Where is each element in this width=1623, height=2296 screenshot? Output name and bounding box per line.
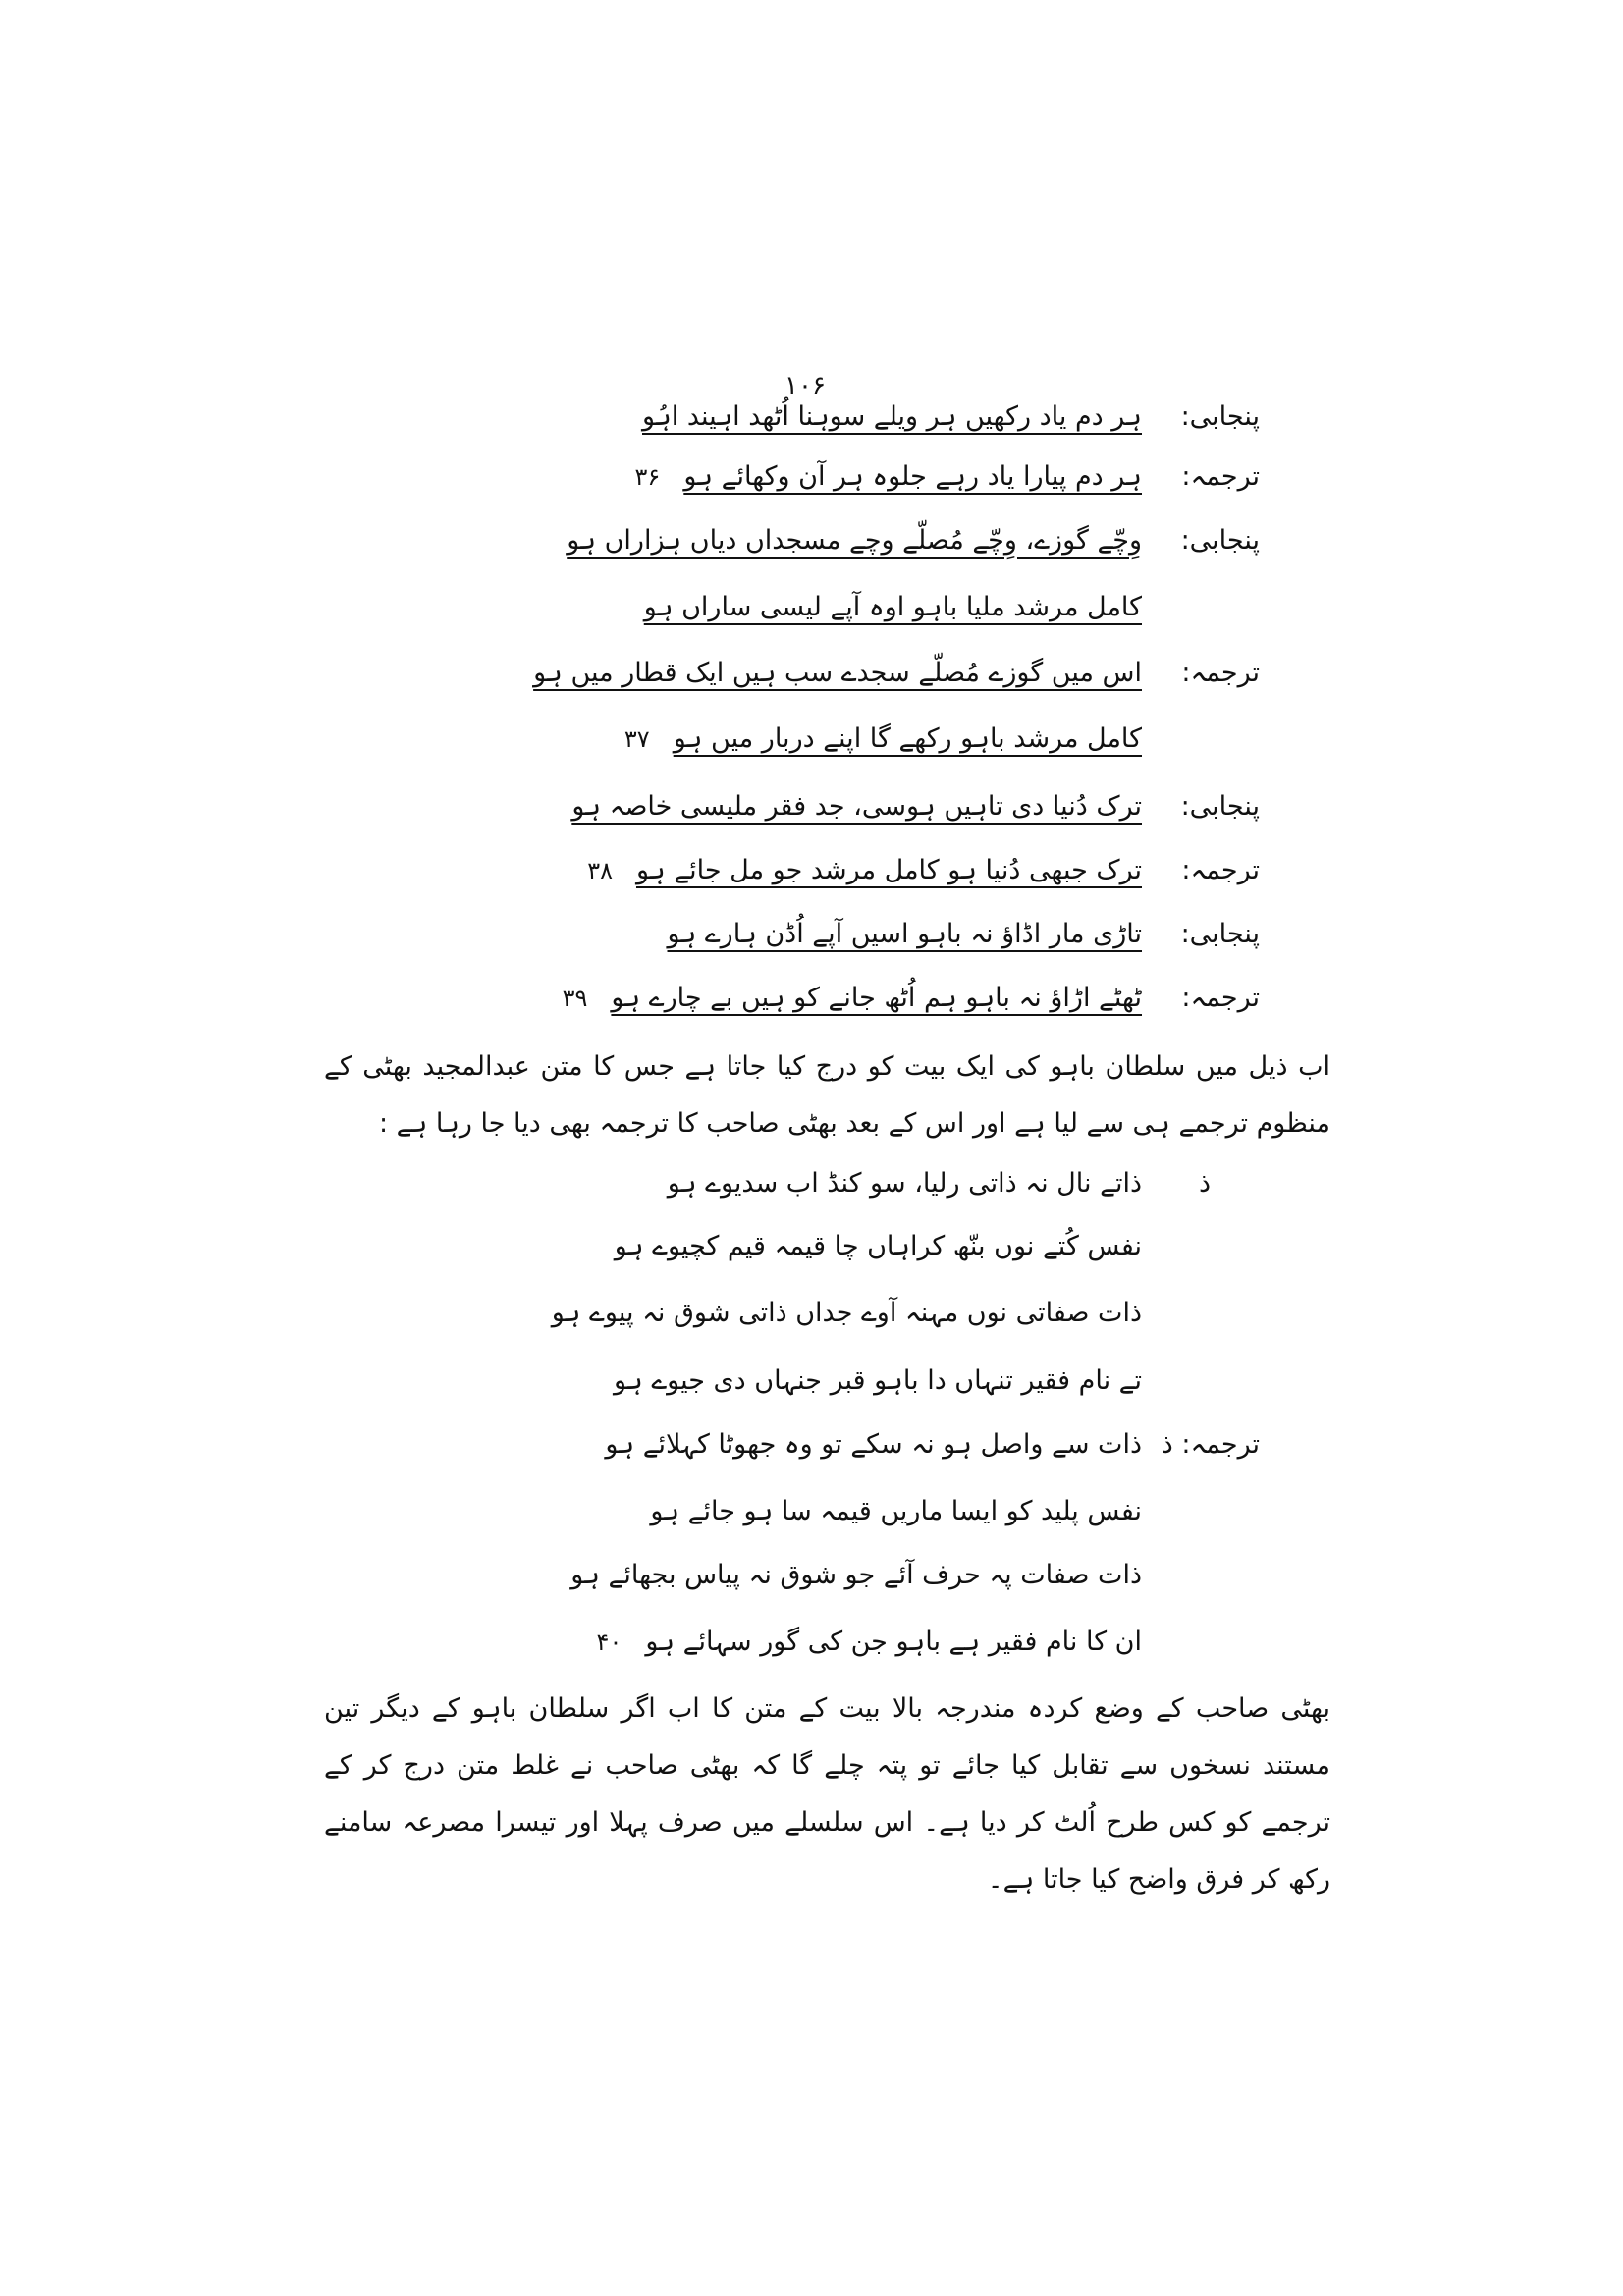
translation-line-text	[597, 1613, 1142, 1672]
verse-text	[644, 905, 1142, 964]
closing-paragraph-text: بھٹی صاحب کے وضع کردہ مندرجہ بالا بیت کے متن کا اب اگر سلطان باہو کے دیگر تین مستند نسخوں سے تقابل کیا جائے تو پتہ چلے گا کہ بھٹی صاحب نے غلط متن درج کر کے ترجمے کو کس طرح اُلٹ کر دیا ہے۔ اس سلسلے میں صرف پہلا اور تیسرا مصرعہ سامنے رکھ کر فرق واضح کیا جاتا ہے۔	[324, 1693, 1330, 1895]
line-label: ترجمہ:	[1181, 461, 1260, 492]
verse-line	[0, 644, 1623, 703]
line-label: پنجابی:	[1180, 791, 1260, 822]
line-label: پنجابی:	[1180, 525, 1260, 556]
verse-line	[0, 710, 1623, 769]
line-label: پنجابی:	[1180, 919, 1260, 949]
verse-line	[0, 578, 1623, 637]
verse-reference: ۳۸	[587, 857, 613, 884]
verse-text-content: تاڑی مار اڈاؤ نہ باہو اسیں آپے اُڈن ہارے ہو	[667, 919, 1142, 949]
translation-line	[0, 1613, 1623, 1672]
translation-line-text: ذات سے واصل ہو نہ سکے تو وہ جھوٹا کہلائے ہو	[605, 1429, 1142, 1460]
verse-reference: ۳۹	[562, 985, 588, 1012]
poem-line-text: تے نام فقیر تنہاں دا باہو قبر جنہاں دی جیوے ہو	[614, 1365, 1142, 1396]
translation-line	[0, 1482, 1623, 1541]
verse-text-content: اس میں گوزے مُصلّے سجدے سب ہیں ایک قطار میں ہو	[533, 658, 1142, 688]
translation-line	[0, 1546, 1623, 1605]
line-label: ترجمہ:	[1181, 855, 1260, 885]
line-label: پنجابی:	[1180, 401, 1260, 432]
intro-paragraph-text: اب ذیل میں سلطان باہو کی ایک بیت کو درج کیا جاتا ہے جس کا متن عبدالمجید بھٹی کے منظوم ترجمے ہی سے لیا ہے اور اس کے بعد بھٹی صاحب کا ترجمہ بھی دیا جا رہا ہے :	[324, 1051, 1330, 1139]
verse-text-content: ترک دُنیا دی تاہیں ہوسی، جد فقر ملیسی خاصہ ہو	[571, 791, 1142, 822]
verse-text-content: وِچّے گوزے، وِچّے مُصلّے وچے مسجداں دیاں ہزاراں ہو	[567, 525, 1142, 556]
verse-text-content: ترک جبھی دُنیا ہو کامل مرشد جو مل جائے ہو	[635, 855, 1142, 885]
verse-line	[0, 969, 1623, 1028]
verse-text-content: کامل مرشد ملیا باہو اوہ آپے لیسی ساراں ہو	[643, 592, 1142, 622]
poem-line-text: ذات صفاتی نوں مہنہ آوے جداں ذاتی شوق نہ پیوے ہو	[551, 1298, 1142, 1328]
verse-text	[548, 777, 1142, 836]
verse-reference: ۴۰	[596, 1629, 622, 1656]
verse-text-content: ٹھٹے اڑاؤ نہ باہو ہم اُٹھ جانے کو ہیں بے چارے ہو	[611, 983, 1142, 1013]
verse-reference: ۳۷	[623, 725, 650, 753]
closing-paragraph	[324, 1681, 1330, 1908]
verse-text	[510, 644, 1142, 703]
poem-line-text: ذاتے نال نہ ذاتی رلیا، سو کنڈ اب سدیوے ہو	[667, 1168, 1142, 1199]
verse-text	[587, 841, 1142, 900]
verse-text	[624, 710, 1142, 769]
translation-line-text: ذات صفات پہ حرف آئے جو شوق نہ پیاس بجھائے ہو	[570, 1560, 1142, 1590]
translation-line-content: ان کا نام فقیر ہے باہو جن کی گور سہائے ہو	[645, 1627, 1142, 1657]
translation-line	[0, 1415, 1623, 1474]
verse-text-content: ہر دم پیارا یاد رہے جلوہ ہر آن وکھائے ہو	[683, 461, 1142, 492]
verse-text-content: کامل مرشد باہو رکھے گا اپنے دربار میں ہو	[673, 723, 1142, 754]
line-label: ترجمہ:	[1181, 658, 1260, 688]
poem-line	[0, 1217, 1623, 1276]
verse-reference: ۳۶	[634, 463, 661, 491]
verse-line	[0, 511, 1623, 570]
line-label: ترجمہ:	[1181, 983, 1260, 1013]
verse-line	[0, 388, 1623, 447]
verse-text	[635, 448, 1142, 507]
verse-text	[621, 578, 1142, 637]
verse-text	[619, 388, 1142, 447]
verse-line	[0, 777, 1623, 836]
poem-label: ذ	[1198, 1168, 1211, 1199]
translation-line-text: نفس پلید کو ایسا ماریں قیمہ سا ہو جائے ہو	[650, 1496, 1142, 1526]
poem-line-text: نفس کُتے نوں بنّھ کراہاں چا قیمہ قیم کچیوے ہو	[614, 1231, 1142, 1261]
verse-text	[543, 511, 1142, 570]
verse-text	[563, 969, 1142, 1028]
poem-line	[0, 1154, 1623, 1213]
intro-paragraph	[324, 1039, 1330, 1152]
verse-line	[0, 448, 1623, 507]
poem-line	[0, 1284, 1623, 1343]
verse-line	[0, 841, 1623, 900]
page-number: ۱۰۶	[784, 371, 826, 400]
poem-line	[0, 1352, 1623, 1411]
verse-text-content: ہر دم یاد رکھیں ہر ویلے سوہنا اُٹھد اہیند اہُو	[642, 401, 1142, 432]
translation-label: ترجمہ: ذ	[1161, 1429, 1260, 1460]
verse-line	[0, 905, 1623, 964]
